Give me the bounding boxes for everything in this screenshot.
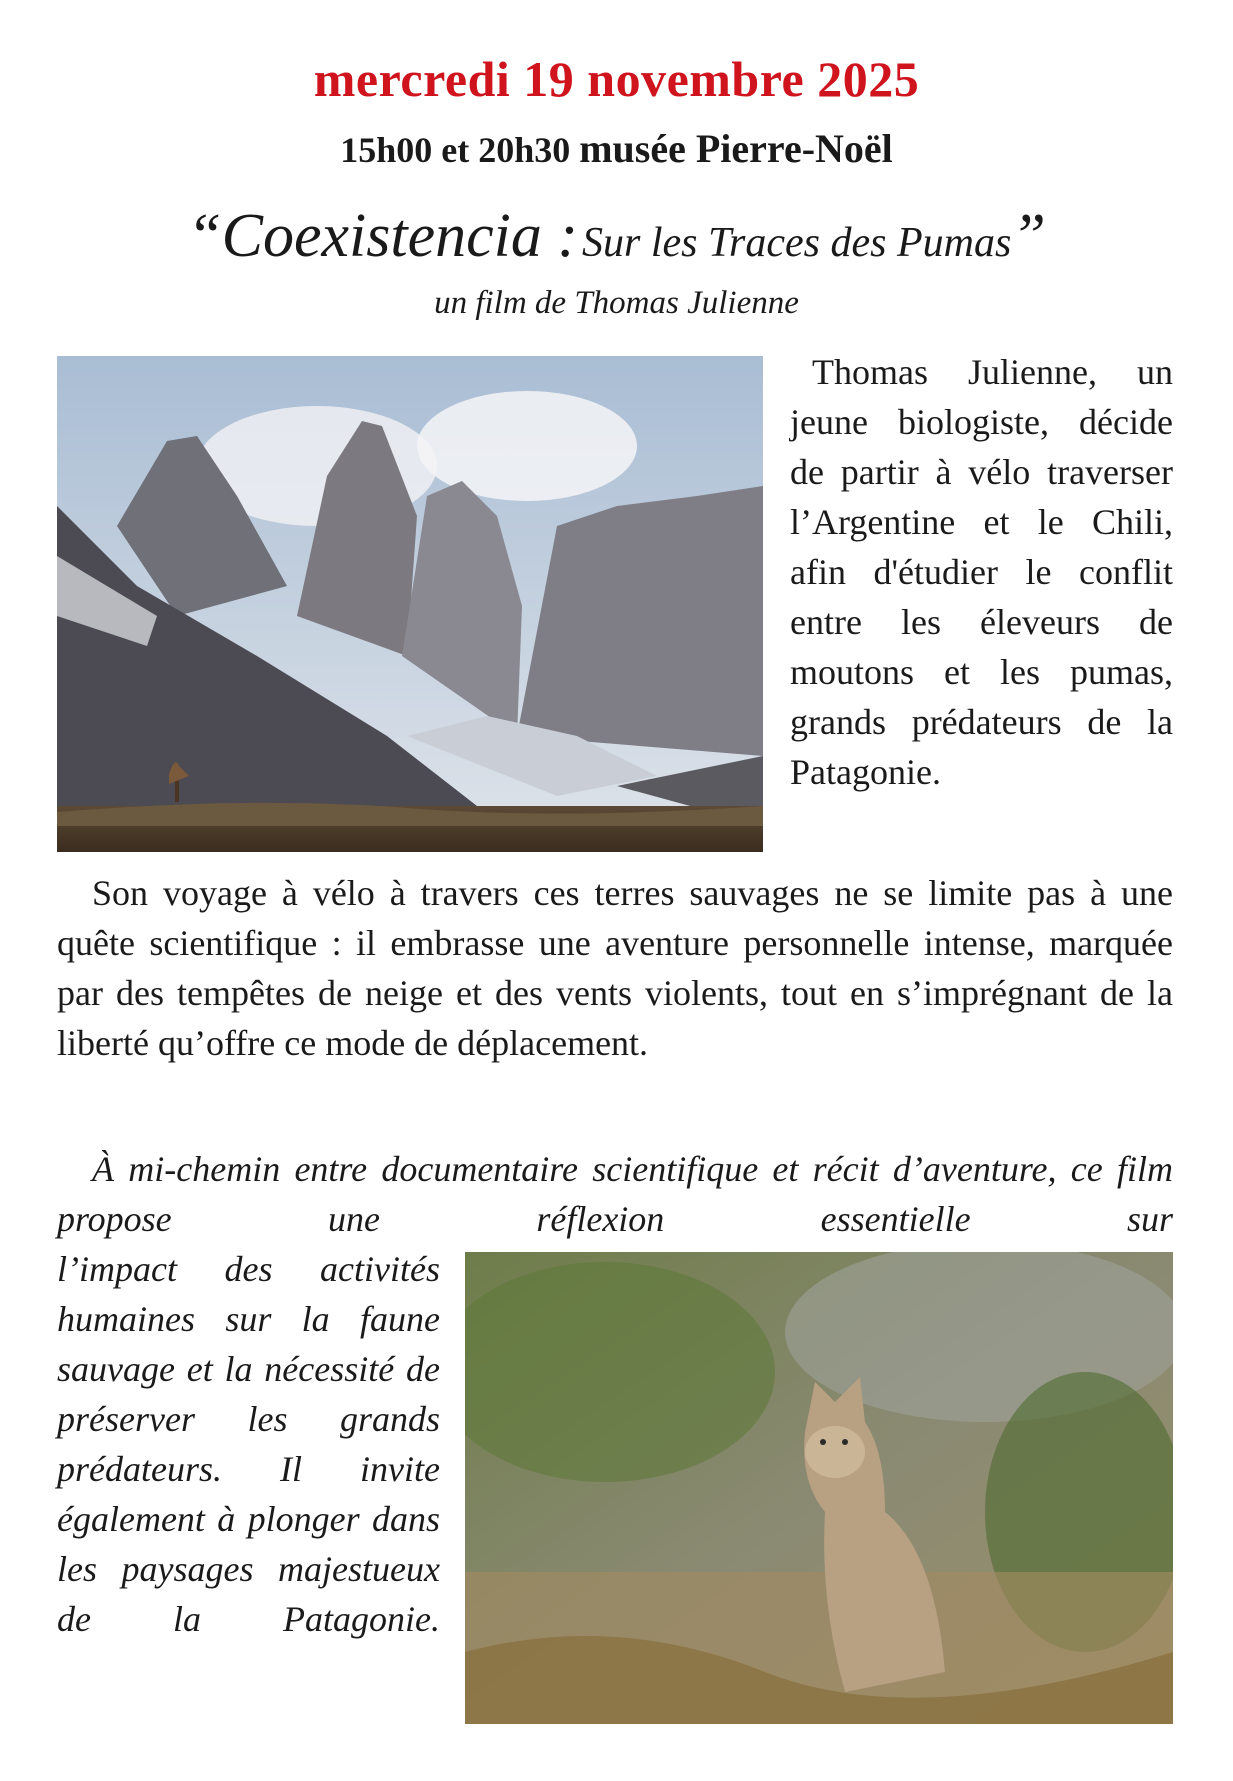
conclusion-lead: À mi-chemin entre documentaire scientifique et récit d’aventure, ce film propose une réflexion essentielle sur bbox=[57, 1149, 1173, 1239]
film-subtitle: Sur les Traces des Pumas bbox=[582, 220, 1012, 266]
conclusion-continued: l’impact des activités humaines sur la faune sauvage et la nécessité de préserver les grands prédateurs. Il invite également à plonger dans les paysages majestueux de la Patagonie. bbox=[57, 1249, 440, 1639]
intro-paragraph: Thomas Julienne, un jeune biologiste, décide de partir à vélo traverser l’Argentine et le Chili, afin d'étudier le conflit entre les éleveurs de moutons et les pumas, grands prédateurs de la Patagonie. bbox=[790, 352, 1173, 792]
close-quote: ” bbox=[1011, 202, 1046, 270]
open-quote: “ bbox=[187, 202, 222, 270]
journey-paragraph: Son voyage à vélo à travers ces terres sauvages ne se limite pas à une quête scientifique : il embrasse une aventure personnelle intense, marquée par des tempêtes de neige et des vents violents, tout en s’imprégnant de la liberté qu’offre ce mode de déplacement. bbox=[57, 873, 1173, 1063]
mountain-landscape-photo bbox=[57, 356, 763, 852]
event-times: 15h00 et 20h30 bbox=[340, 130, 571, 170]
film-title-main: Coexistencia : bbox=[221, 202, 579, 270]
event-venue: musée Pierre-Noël bbox=[579, 126, 893, 171]
film-byline: un film de Thomas Julienne bbox=[434, 285, 799, 321]
puma-photo bbox=[465, 1252, 1173, 1724]
film-title bbox=[0, 202, 1233, 270]
event-date: mercredi 19 novembre 2025 bbox=[313, 51, 920, 107]
event-venue-line bbox=[0, 127, 1233, 171]
